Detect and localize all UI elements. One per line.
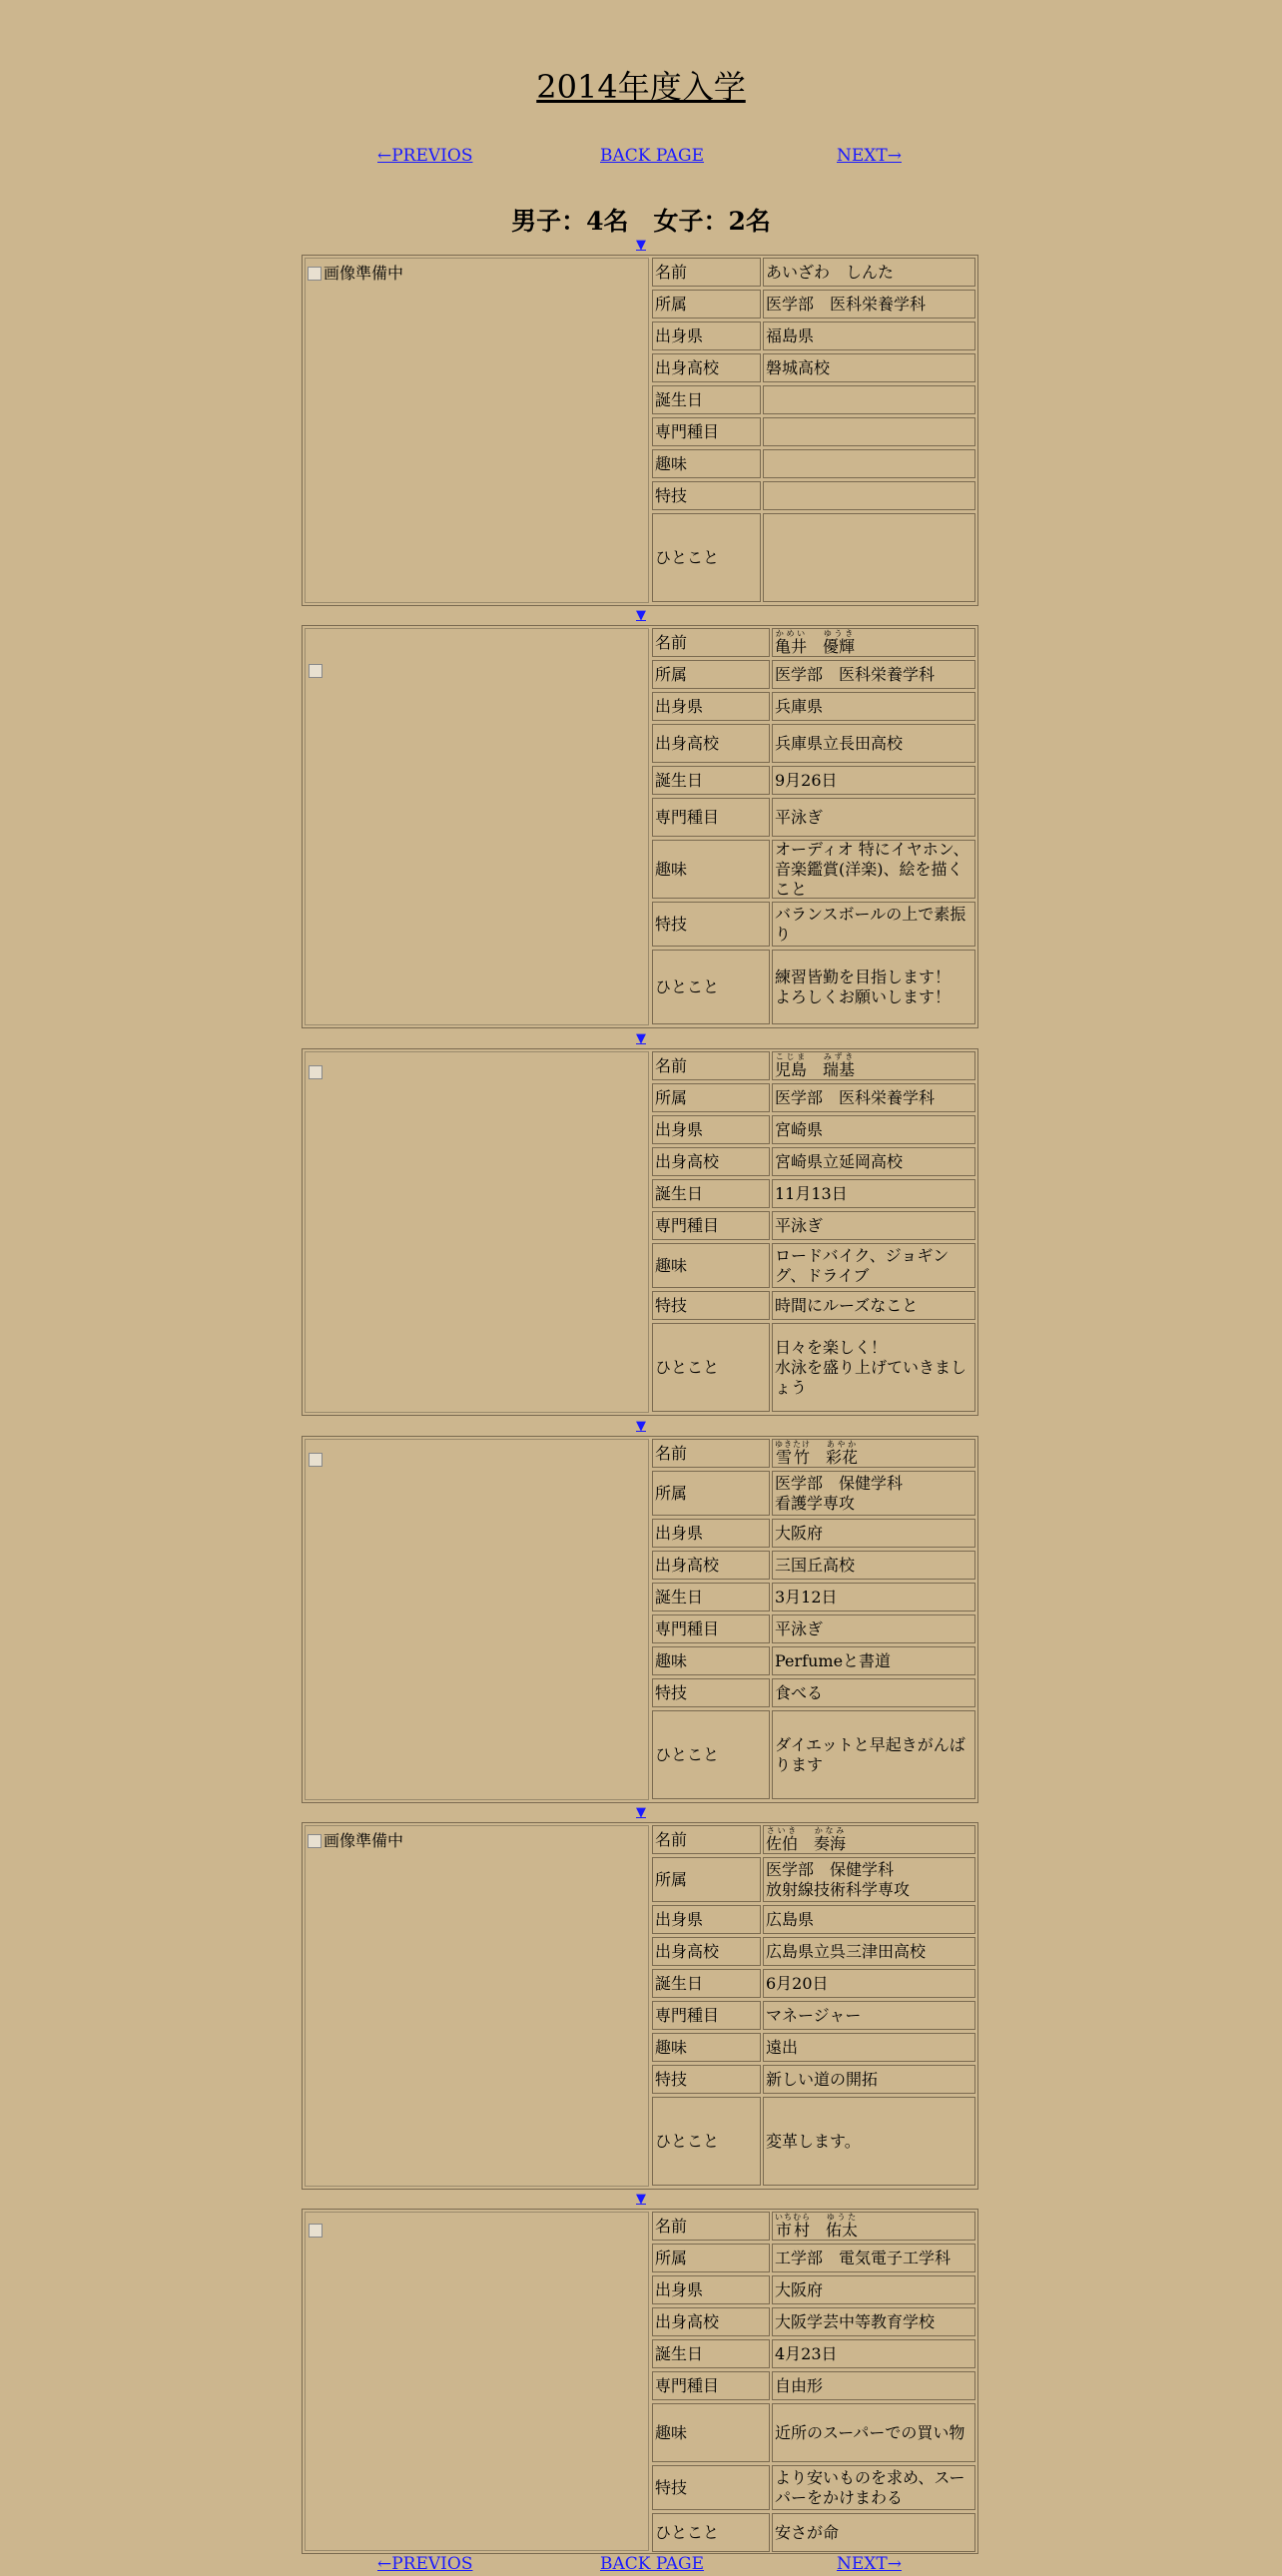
anchor-arrow-icon[interactable]: ▼ xyxy=(636,1419,646,1434)
field-label: 名前 xyxy=(652,628,770,657)
row-comment xyxy=(652,2513,975,2555)
row-affiliation xyxy=(652,2244,975,2275)
field-value xyxy=(772,766,975,795)
field-label: 趣味 xyxy=(652,2033,761,2062)
field-value xyxy=(772,2339,975,2368)
value-text: 広島県 xyxy=(766,1909,815,1929)
member-name: あいざわ しんた xyxy=(766,262,895,282)
value-text: 平泳ぎ xyxy=(775,1215,824,1235)
field-value xyxy=(772,660,975,689)
member-card xyxy=(302,255,978,606)
value-text: 練習皆勤を目指します！ よろしくお願いします！ xyxy=(775,966,952,1006)
value-text: 近所のスーパーでの買い物 xyxy=(775,2422,965,2442)
name-kanji: 雪竹 xyxy=(775,1447,811,1467)
row-comment xyxy=(652,1323,975,1415)
value-text: 変革します。 xyxy=(766,2131,861,2151)
field-value xyxy=(772,1115,975,1144)
field-value xyxy=(763,1937,975,1966)
field-label: 出身高校 xyxy=(652,724,770,763)
value-text: バランスボールの上で素振り xyxy=(775,904,966,944)
field-label: 出身県 xyxy=(652,2275,770,2304)
value-text: 福島県 xyxy=(766,325,815,345)
field-value xyxy=(772,950,975,1024)
broken-image-icon xyxy=(309,1453,322,1467)
next-link-bottom[interactable]: NEXT→ xyxy=(837,2554,902,2574)
row-prefecture xyxy=(652,2275,975,2307)
broken-image-icon xyxy=(308,1834,321,1848)
field-value xyxy=(763,513,975,602)
row-hobby xyxy=(652,2033,975,2065)
prev-link[interactable]: ←PREVIOS xyxy=(377,146,473,166)
row-high-school xyxy=(652,1937,975,1969)
value-text: 広島県立呉三津田高校 xyxy=(766,1941,927,1961)
value-text: ロードバイク、ジョギング、ドライブ xyxy=(775,1245,950,1285)
back-page-link-bottom[interactable]: BACK PAGE xyxy=(600,2554,705,2574)
field-label: 出身高校 xyxy=(652,2307,770,2336)
row-hobby xyxy=(652,1646,975,1678)
value-text: 自由形 xyxy=(775,2375,824,2395)
field-value xyxy=(763,1857,975,1902)
field-label: 特技 xyxy=(652,481,761,510)
row-prefecture xyxy=(652,322,975,353)
row-comment xyxy=(652,2097,975,2189)
member-name xyxy=(766,1826,846,1854)
placeholder-label: 画像準備中 xyxy=(323,264,404,283)
row-comment xyxy=(652,513,975,605)
row-skill xyxy=(652,481,975,513)
name-kanji: 彩花 xyxy=(826,1447,859,1467)
name-ruby xyxy=(775,1439,811,1467)
member-counts: 男子：4名 女子：2名 xyxy=(511,207,771,236)
name-kanji: 亀井 xyxy=(775,636,808,656)
field-label: 専門種目 xyxy=(652,417,761,446)
name-furigana: あやか xyxy=(826,1439,859,1449)
field-value xyxy=(772,2403,975,2462)
value-text: 遠出 xyxy=(766,2037,799,2057)
back-page-link[interactable]: BACK PAGE xyxy=(600,146,705,166)
field-value xyxy=(772,692,975,721)
field-value xyxy=(772,1323,975,1412)
row-high-school xyxy=(652,1551,975,1583)
value-text: 大阪学芸中等教育学校 xyxy=(775,2311,936,2331)
field-value xyxy=(772,2307,975,2336)
value-text: 時間にルーズなこと xyxy=(775,1295,919,1315)
photo-placeholder-text xyxy=(308,1828,403,1851)
field-label: 特技 xyxy=(652,1291,770,1320)
field-value xyxy=(772,840,975,899)
member-card xyxy=(302,1822,978,2190)
anchor-arrow-icon[interactable]: ▼ xyxy=(636,1031,646,1046)
name-furigana: こじま xyxy=(775,1051,807,1061)
field-label: 専門種目 xyxy=(652,1614,770,1643)
field-value xyxy=(763,258,975,287)
value-text: 医学部 医科栄養学科 xyxy=(775,1087,936,1107)
value-text: マネージャー xyxy=(766,2005,862,2025)
field-value xyxy=(763,1825,975,1854)
row-prefecture xyxy=(652,692,975,724)
field-label: 特技 xyxy=(652,1678,770,1707)
value-text: 兵庫県 xyxy=(775,696,824,716)
prev-link-bottom[interactable]: ←PREVIOS xyxy=(377,2554,473,2574)
name-ruby xyxy=(775,628,808,656)
value-text: 6月20日 xyxy=(766,1973,829,1993)
row-hobby xyxy=(652,2403,975,2465)
value-text: 4月23日 xyxy=(775,2343,838,2363)
row-name xyxy=(652,258,975,290)
field-value xyxy=(763,1969,975,1998)
value-text: 医学部 医科栄養学科 xyxy=(766,294,927,314)
name-furigana: みずき xyxy=(823,1051,856,1061)
broken-image-icon xyxy=(309,664,322,678)
row-birthday xyxy=(652,766,975,798)
field-value xyxy=(772,724,975,763)
row-name xyxy=(652,2212,975,2244)
name-kanji: 瑞基 xyxy=(823,1059,856,1079)
member-card xyxy=(302,1436,978,1803)
broken-image-icon xyxy=(309,2224,322,2238)
field-value xyxy=(772,902,975,947)
row-event xyxy=(652,1211,975,1243)
field-label: 誕生日 xyxy=(652,1583,770,1611)
field-label: 専門種目 xyxy=(652,798,770,837)
field-value xyxy=(763,481,975,510)
name-furigana: かなみ xyxy=(814,1825,847,1835)
row-name xyxy=(652,1051,975,1083)
value-text: 9月26日 xyxy=(775,770,838,790)
member-photo xyxy=(305,1825,649,2187)
field-label: ひとこと xyxy=(652,950,770,1024)
photo-placeholder-text xyxy=(308,261,403,284)
value-text: 工学部 電気電子工学科 xyxy=(775,2248,952,2267)
field-label: 専門種目 xyxy=(652,2001,761,2030)
field-label: ひとこと xyxy=(652,1323,770,1412)
placeholder-label: 画像準備中 xyxy=(323,1831,404,1850)
row-affiliation xyxy=(652,1857,975,1905)
field-value xyxy=(772,1710,975,1799)
broken-image-icon xyxy=(309,1065,322,1079)
field-label: 特技 xyxy=(652,902,770,947)
name-furigana: いちむら xyxy=(775,2212,811,2222)
value-text: より安いものを求め、スーパーをかけまわる xyxy=(775,2467,965,2507)
field-label: 趣味 xyxy=(652,449,761,478)
row-high-school xyxy=(652,724,975,766)
field-value xyxy=(772,1243,975,1288)
name-ruby xyxy=(823,1051,856,1079)
field-label: 出身高校 xyxy=(652,1551,770,1580)
field-label: ひとこと xyxy=(652,2097,761,2186)
row-affiliation xyxy=(652,660,975,692)
member-card xyxy=(302,625,978,1028)
value-text: 平泳ぎ xyxy=(775,807,824,827)
name-ruby xyxy=(775,1051,808,1079)
field-label: 出身県 xyxy=(652,322,761,350)
value-text: 3月12日 xyxy=(775,1587,838,1607)
field-value xyxy=(763,353,975,382)
name-ruby xyxy=(826,2212,859,2240)
name-furigana: ゆうき xyxy=(823,628,856,638)
field-value xyxy=(772,1646,975,1675)
anchor-arrow-icon[interactable]: ▼ xyxy=(636,608,646,623)
value-text: 日々を楽しく！ 水泳を盛り上げていきましょう xyxy=(775,1337,967,1397)
field-label: 趣味 xyxy=(652,840,770,899)
value-text: 医学部 保健学科 看護学専攻 xyxy=(775,1473,904,1513)
row-birthday xyxy=(652,1583,975,1614)
field-label: 名前 xyxy=(652,258,761,287)
field-label: 所属 xyxy=(652,1083,770,1112)
member-name xyxy=(775,629,855,657)
row-birthday xyxy=(652,385,975,417)
field-label: 特技 xyxy=(652,2465,770,2510)
field-label: 所属 xyxy=(652,1857,761,1902)
row-high-school xyxy=(652,1147,975,1179)
field-label: 出身県 xyxy=(652,1905,761,1934)
row-affiliation xyxy=(652,1471,975,1519)
row-affiliation xyxy=(652,290,975,322)
member-card xyxy=(302,1048,978,1416)
field-value xyxy=(763,2001,975,2030)
field-label: ひとこと xyxy=(652,513,761,602)
name-kanji: 市村 xyxy=(775,2220,811,2240)
field-value xyxy=(772,2513,975,2552)
value-text: 11月13日 xyxy=(775,1183,848,1203)
value-text: Perfumeと書道 xyxy=(775,1650,892,1670)
field-value xyxy=(772,1051,975,1080)
row-name xyxy=(652,1825,975,1857)
member-photo xyxy=(305,258,649,603)
value-text: 大阪府 xyxy=(775,2279,824,2299)
member-photo xyxy=(305,2212,649,2551)
row-hobby xyxy=(652,449,975,481)
field-value xyxy=(772,1211,975,1240)
field-value xyxy=(772,628,975,657)
field-label: 誕生日 xyxy=(652,766,770,795)
name-ruby xyxy=(826,1439,859,1467)
name-ruby xyxy=(814,1825,847,1853)
name-furigana: かめい xyxy=(775,628,807,638)
field-label: 名前 xyxy=(652,2212,770,2241)
row-prefecture xyxy=(652,1905,975,1937)
field-label: 所属 xyxy=(652,1471,770,1516)
member-name xyxy=(775,1052,855,1080)
row-affiliation xyxy=(652,1083,975,1115)
row-birthday xyxy=(652,1179,975,1211)
row-name xyxy=(652,1439,975,1471)
anchor-arrow-icon[interactable]: ▼ xyxy=(636,1805,646,1820)
member-photo xyxy=(305,628,649,1025)
field-value xyxy=(772,2275,975,2304)
field-label: 所属 xyxy=(652,290,761,319)
field-value xyxy=(763,417,975,446)
value-text: 大阪府 xyxy=(775,1523,824,1543)
anchor-arrow-icon[interactable]: ▼ xyxy=(636,2192,646,2207)
field-value xyxy=(763,322,975,350)
name-kanji: 佑太 xyxy=(826,2220,859,2240)
row-birthday xyxy=(652,1969,975,2001)
name-kanji: 児島 xyxy=(775,1059,808,1079)
field-value xyxy=(772,1291,975,1320)
row-prefecture xyxy=(652,1115,975,1147)
field-label: 出身県 xyxy=(652,1115,770,1144)
field-label: 出身高校 xyxy=(652,1937,761,1966)
field-label: 所属 xyxy=(652,660,770,689)
field-label: 専門種目 xyxy=(652,1211,770,1240)
member-name xyxy=(775,1440,858,1468)
value-text: オーディオ 特にイヤホン、音楽鑑賞(洋楽)、絵を描くこと xyxy=(775,839,969,899)
field-value xyxy=(763,1905,975,1934)
field-label: 専門種目 xyxy=(652,2371,770,2400)
broken-image-icon xyxy=(308,267,321,281)
value-text: 宮崎県立延岡高校 xyxy=(775,1151,904,1171)
value-text: 三国丘高校 xyxy=(775,1555,856,1575)
field-label: 出身高校 xyxy=(652,1147,770,1176)
row-hobby xyxy=(652,1243,975,1291)
field-value xyxy=(763,290,975,319)
row-event xyxy=(652,1614,975,1646)
row-event xyxy=(652,417,975,449)
field-value xyxy=(772,1147,975,1176)
value-text: 兵庫県立長田高校 xyxy=(775,733,904,753)
field-value xyxy=(772,2371,975,2400)
anchor-arrow-icon[interactable]: ▼ xyxy=(636,238,646,253)
field-value xyxy=(772,1083,975,1112)
top-nav xyxy=(0,146,1282,168)
row-comment xyxy=(652,1710,975,1802)
field-value xyxy=(772,1678,975,1707)
field-label: 名前 xyxy=(652,1439,770,1468)
row-comment xyxy=(652,950,975,1027)
field-value xyxy=(772,1551,975,1580)
name-kanji: 佐伯 xyxy=(766,1833,799,1853)
field-value xyxy=(772,2212,975,2241)
field-value xyxy=(772,1471,975,1516)
member-photo xyxy=(305,1051,649,1413)
value-text: ダイエットと早起きがんばります xyxy=(775,1734,965,1774)
field-label: 出身県 xyxy=(652,692,770,721)
name-kanji: 奏海 xyxy=(814,1833,847,1853)
field-value xyxy=(763,385,975,414)
row-event xyxy=(652,2001,975,2033)
field-label: 出身高校 xyxy=(652,353,761,382)
field-label: 趣味 xyxy=(652,1243,770,1288)
row-high-school xyxy=(652,353,975,385)
field-value xyxy=(763,2033,975,2062)
field-value xyxy=(763,449,975,478)
value-text: 磐城高校 xyxy=(766,357,831,377)
row-skill xyxy=(652,2065,975,2097)
field-label: 名前 xyxy=(652,1051,770,1080)
field-value xyxy=(763,2097,975,2186)
name-furigana: さいき xyxy=(766,1825,798,1835)
field-label: 所属 xyxy=(652,2244,770,2272)
field-value xyxy=(772,1179,975,1208)
value-text: 平泳ぎ xyxy=(775,1618,824,1638)
field-label: 誕生日 xyxy=(652,1969,761,1998)
row-skill xyxy=(652,1291,975,1323)
field-value xyxy=(772,1519,975,1548)
row-prefecture xyxy=(652,1519,975,1551)
value-text: 安さが命 xyxy=(775,2522,840,2542)
field-label: 特技 xyxy=(652,2065,761,2094)
field-label: 名前 xyxy=(652,1825,761,1854)
member-card xyxy=(302,2209,978,2554)
row-skill xyxy=(652,1678,975,1710)
name-furigana: ゆうた xyxy=(826,2212,859,2222)
value-text: 食べる xyxy=(775,1682,824,1702)
value-text: 新しい道の開拓 xyxy=(766,2069,879,2089)
value-text: 医学部 保健学科 放射線技術科学専攻 xyxy=(766,1859,911,1899)
field-label: ひとこと xyxy=(652,2513,770,2552)
row-high-school xyxy=(652,2307,975,2339)
field-value xyxy=(772,1439,975,1468)
page-title: 2014年度入学 xyxy=(536,68,746,106)
field-value xyxy=(763,2065,975,2094)
name-kanji: 優輝 xyxy=(823,636,856,656)
value-text: 医学部 医科栄養学科 xyxy=(775,664,936,684)
row-skill xyxy=(652,2465,975,2513)
value-text: 宮崎県 xyxy=(775,1119,824,1139)
name-ruby xyxy=(775,2212,811,2240)
bottom-nav xyxy=(0,2554,1282,2576)
field-label: 誕生日 xyxy=(652,2339,770,2368)
row-hobby xyxy=(652,840,975,902)
row-birthday xyxy=(652,2339,975,2371)
field-value xyxy=(772,1614,975,1643)
field-label: 趣味 xyxy=(652,1646,770,1675)
row-event xyxy=(652,798,975,840)
field-value xyxy=(772,2244,975,2272)
name-ruby xyxy=(766,1825,799,1853)
member-name xyxy=(775,2213,858,2241)
field-label: 誕生日 xyxy=(652,385,761,414)
field-label: 誕生日 xyxy=(652,1179,770,1208)
field-label: 出身県 xyxy=(652,1519,770,1548)
member-photo xyxy=(305,1439,649,1800)
next-link[interactable]: NEXT→ xyxy=(837,146,902,166)
name-ruby xyxy=(823,628,856,656)
row-skill xyxy=(652,902,975,950)
field-value xyxy=(772,1583,975,1611)
name-furigana: ゆきたけ xyxy=(775,1439,811,1449)
row-name xyxy=(652,628,975,660)
row-event xyxy=(652,2371,975,2403)
field-label: ひとこと xyxy=(652,1710,770,1799)
field-value xyxy=(772,798,975,837)
field-label: 趣味 xyxy=(652,2403,770,2462)
field-value xyxy=(772,2465,975,2510)
